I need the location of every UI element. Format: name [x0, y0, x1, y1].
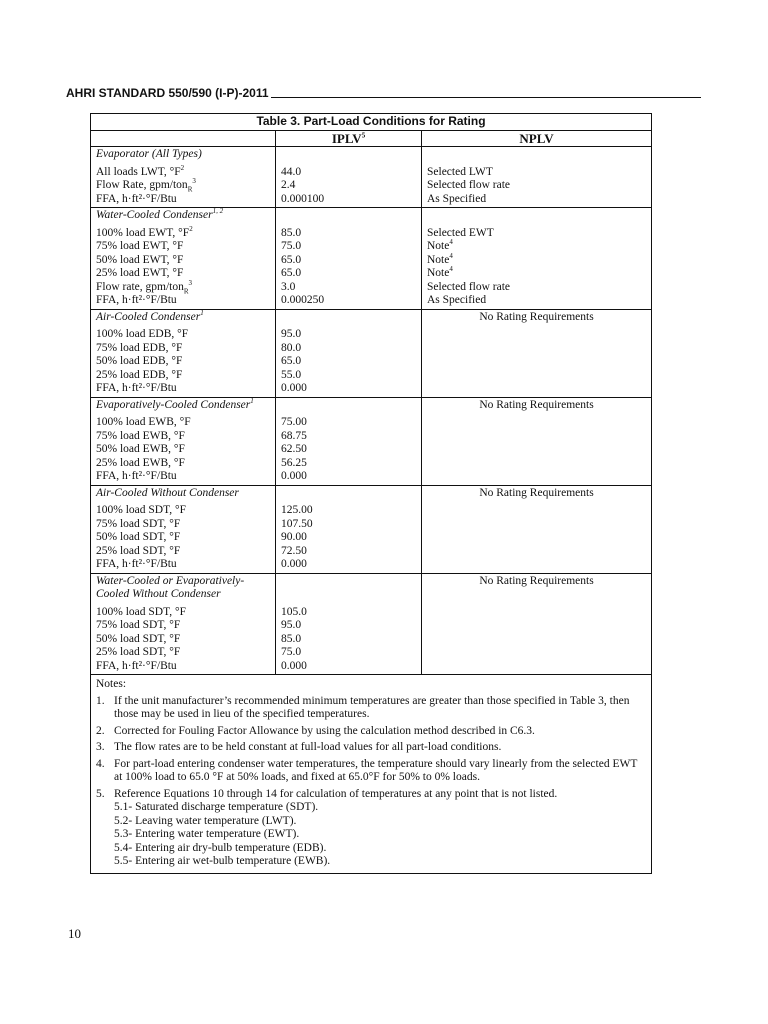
- iplv-value: 0.000: [281, 382, 307, 394]
- note-item: 4. For part-load entering condenser water temperatures, the temperature should vary linearly from the selected EWT at 100% load to 65.0 °F at 50% loads, and fixed at 65.0°F for 50% to 0% loads.: [96, 757, 638, 783]
- section-labels: [91, 309, 276, 397]
- row-label: 100% load EWT, $^\circ F^2$: [96, 224, 193, 239]
- nplv-value: Selected flow rate: [427, 179, 511, 191]
- row-label: FFA, h·ft²·°F/Btu: [96, 382, 177, 394]
- section-title: Water-Cooled or Evaporatively-Cooled Without Condenser: [96, 574, 245, 600]
- row-label: Flow Rate, gpm/ton$_R^3$: [96, 177, 196, 194]
- note-item: 1. If the unit manufacturer’s recommended minimum temperatures are greater than those specified in Table 3, then those may be used in lieu of the specified temperatures.: [96, 694, 630, 720]
- iplv-value: 85.0: [281, 632, 302, 645]
- iplv-value: 107.50: [281, 517, 313, 530]
- section-title: Air-Cooled Condenser$^1$: [96, 308, 204, 323]
- iplv-value: 65.0: [281, 267, 302, 279]
- nplv-no-rating: No Rating Requirements: [422, 309, 652, 397]
- part-load-table: [90, 113, 652, 874]
- row-label: FFA, h·ft²·°F/Btu: [96, 294, 177, 306]
- table-section: [91, 309, 652, 397]
- nplv-no-rating: No Rating Requirements: [422, 397, 652, 485]
- iplv-values: [276, 485, 422, 573]
- table-section: [91, 573, 652, 675]
- row-label: 100% load SDT, °F: [96, 504, 186, 516]
- iplv-value: 0.000: [281, 470, 307, 482]
- row-label: 100% load EDB, °F: [96, 328, 189, 340]
- iplv-values: [276, 573, 422, 675]
- nplv-values: [422, 147, 652, 208]
- nplv-value: Selected flow rate: [427, 280, 511, 293]
- row-label: 25% load SDT, °F: [96, 544, 181, 557]
- row-label: Flow rate, gpm/ton$_R^3$: [96, 278, 193, 295]
- iplv-value: 105.0: [281, 605, 307, 618]
- section-labels: [91, 485, 276, 573]
- notes-heading: Notes:: [96, 678, 127, 690]
- row-label: 50% load SDT, °F: [96, 632, 181, 645]
- iplv-value: 125.00: [281, 504, 313, 516]
- row-label: 50% load EDB, °F: [96, 355, 183, 367]
- iplv-value: 65.0: [281, 253, 302, 266]
- iplv-value: 55.0: [281, 368, 302, 381]
- iplv-value: 95.0: [281, 328, 302, 340]
- table-section: [91, 485, 652, 573]
- notes-row: [91, 675, 652, 874]
- nplv-value: Note$^4$: [427, 238, 453, 252]
- row-label: 50% load SDT, °F: [96, 531, 181, 543]
- header-rule: [271, 96, 701, 98]
- note-subitem: 5.4- Entering air dry-bulb temperature (EDB).: [114, 841, 327, 854]
- iplv-values: [276, 397, 422, 485]
- row-label: 100% load SDT, °F: [96, 605, 186, 618]
- row-label: FFA, h·ft²·°F/Btu: [96, 558, 177, 570]
- iplv-value: 65.0: [281, 355, 302, 367]
- row-label: FFA, h·ft²·°F/Btu: [96, 659, 177, 672]
- page-number: 10: [68, 926, 81, 941]
- nplv-values: [422, 208, 652, 310]
- table-section: [91, 147, 652, 208]
- row-label: 50% load EWT, °F: [96, 253, 184, 266]
- row-label: 75% load SDT, °F: [96, 619, 181, 631]
- note-subitem: 5.3- Entering water temperature (EWT).: [114, 828, 300, 840]
- section-labels: [91, 147, 276, 208]
- nplv-no-rating: No Rating Requirements: [422, 573, 652, 675]
- note-subitem: 5.2- Leaving water temperature (LWT).: [114, 814, 297, 827]
- nplv-no-rating: No Rating Requirements: [422, 485, 652, 573]
- iplv-value: 85.0: [281, 226, 302, 239]
- table-section: [91, 208, 652, 310]
- iplv-value: 80.0: [281, 341, 302, 354]
- row-label: 75% load EWT, °F: [96, 240, 184, 252]
- header-blank: [91, 130, 276, 147]
- row-label: FFA, h·ft²·°F/Btu: [96, 470, 177, 482]
- row-label: 25% load EWT, °F: [96, 267, 184, 279]
- row-label: 25% load EDB, °F: [96, 368, 183, 381]
- nplv-value: Selected LWT: [427, 165, 493, 178]
- iplv-values: [276, 147, 422, 208]
- nplv-value: Note$^4$: [427, 265, 453, 279]
- row-label: All loads LWT, $^\circ F^2$: [96, 163, 185, 178]
- iplv-value: 0.000250: [281, 294, 325, 306]
- iplv-value: 95.0: [281, 619, 302, 631]
- section-title: Evaporator (All Types): [96, 148, 202, 160]
- section-title: Water-Cooled Condenser$^{1, 2}$: [96, 207, 224, 221]
- iplv-value: 3.0: [281, 280, 296, 293]
- iplv-values: [276, 208, 422, 310]
- standard-title: AHRI STANDARD 550/590 (I-P)-2011: [66, 86, 269, 100]
- iplv-value: 56.25: [281, 456, 307, 469]
- iplv-value: 0.000: [281, 659, 307, 672]
- section-labels: [91, 397, 276, 485]
- iplv-value: 0.000100: [281, 192, 325, 205]
- iplv-value: 44.0: [281, 165, 302, 178]
- nplv-value: Selected EWT: [427, 226, 494, 239]
- row-label: 25% load EWB, °F: [96, 456, 185, 469]
- row-label: 100% load EWB, °F: [96, 416, 191, 428]
- column-header-iplv: IPLV$^5$: [276, 130, 422, 147]
- section-title: Evaporatively-Cooled Condenser$^1$: [96, 396, 254, 411]
- note-subitem: 5.5- Entering air wet-bulb temperature (EWB).: [114, 855, 331, 867]
- section-labels: [91, 208, 276, 310]
- note-item: 2. Corrected for Fouling Factor Allowance by using the calculation method described in C6.3.: [96, 724, 535, 737]
- iplv-value: 62.50: [281, 443, 307, 455]
- section-title: Air-Cooled Without Condenser: [96, 486, 239, 499]
- iplv-value: 72.50: [281, 544, 307, 557]
- iplv-value: 75.0: [281, 646, 302, 658]
- note-subitem: 5.1- Saturated discharge temperature (SDT).: [114, 801, 319, 813]
- row-label: 75% load SDT, °F: [96, 517, 181, 530]
- iplv-value: 68.75: [281, 429, 307, 442]
- row-label: FFA, h·ft²·°F/Btu: [96, 192, 177, 205]
- notes: [91, 675, 652, 874]
- iplv-value: 0.000: [281, 558, 307, 570]
- section-labels: [91, 573, 276, 675]
- note-item: 5. Reference Equations 10 through 14 for calculation of temperatures at any point that is not listed.: [96, 787, 558, 800]
- column-header-nplv: NPLV: [422, 130, 652, 147]
- table-title: Table 3. Part-Load Conditions for Rating: [91, 114, 652, 131]
- iplv-value: 2.4: [281, 179, 296, 191]
- iplv-value: 75.00: [281, 416, 307, 428]
- page-header: [66, 86, 701, 100]
- table-section: [91, 397, 652, 485]
- row-label: 50% load EWB, °F: [96, 443, 185, 455]
- row-label: 75% load EDB, °F: [96, 341, 183, 354]
- nplv-value: Note$^4$: [427, 251, 453, 266]
- iplv-values: [276, 309, 422, 397]
- nplv-value: As Specified: [427, 192, 487, 205]
- nplv-value: As Specified: [427, 294, 487, 306]
- iplv-value: 75.0: [281, 240, 302, 252]
- iplv-value: 90.00: [281, 531, 307, 543]
- row-label: 75% load EWB, °F: [96, 429, 185, 442]
- row-label: 25% load SDT, °F: [96, 646, 181, 658]
- note-item: 3. The flow rates are to be held constant at full-load values for all part-load conditions.: [96, 741, 502, 753]
